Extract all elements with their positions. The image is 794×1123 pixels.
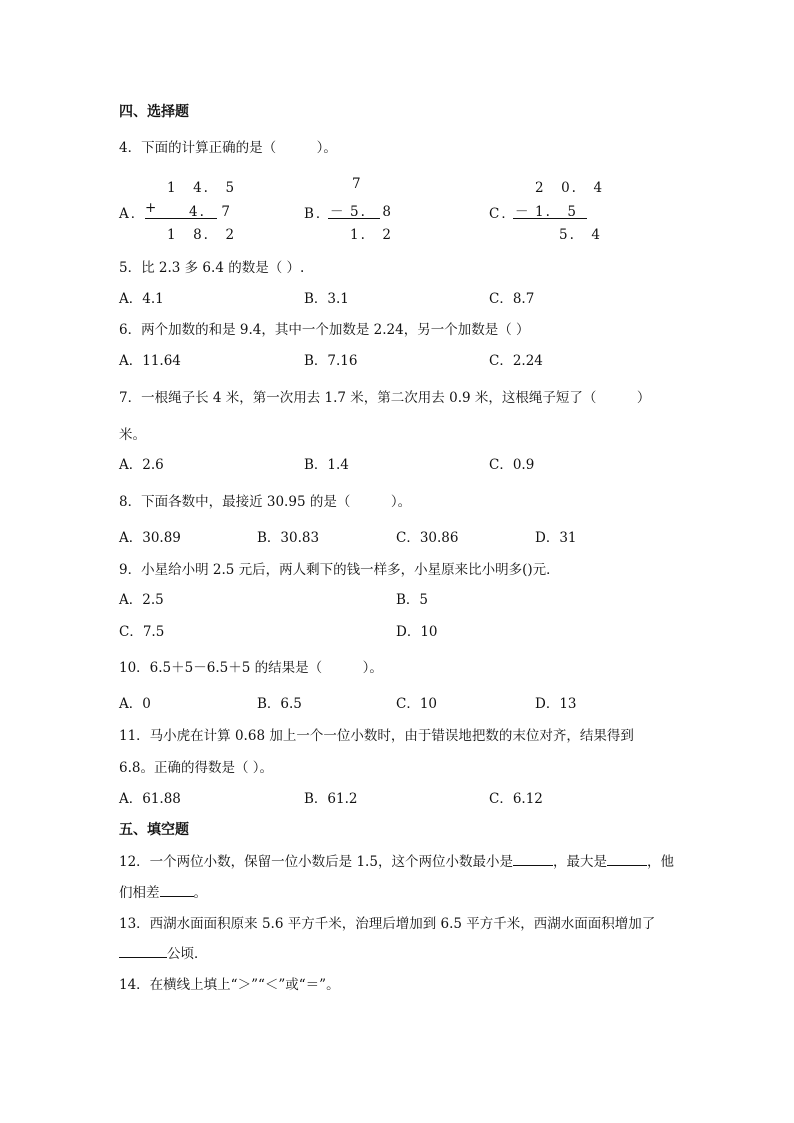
- q8-option-b[interactable]: B．30.83: [257, 530, 320, 546]
- option-label: A．: [119, 206, 147, 222]
- option-label: B．: [304, 206, 332, 222]
- q10-option-c[interactable]: C．10: [396, 696, 438, 712]
- sum-rule: [145, 218, 217, 219]
- q4-option-c: [489, 176, 605, 246]
- question-9-stem: 9．小星给小明 2.5 元后，两人剩下的钱一样多，小星原来比小明多()元．: [119, 562, 560, 578]
- question-7-stem: 7．一根绳子长 4 米，第一次用去 1.7 米，第二次用去 0.9 米，这根绳子短了（ ）: [119, 390, 651, 406]
- option-label: C．: [489, 206, 517, 222]
- operator-minus: －: [330, 204, 346, 220]
- question-5-stem: 5．比 2.3 多 6.4 的数是（ ）.: [119, 260, 305, 276]
- result: 1 8. 2: [167, 227, 237, 243]
- q7-option-c[interactable]: C．0.9: [489, 457, 535, 473]
- difference-rule: [513, 218, 587, 219]
- q8-option-d[interactable]: D．31: [535, 530, 577, 546]
- q12-text-1: 12．一个两位小数，保留一位小数后是 1.5，这个两位小数最小是: [119, 854, 513, 870]
- operand-second: 4. 7: [189, 204, 232, 220]
- q10-option-b[interactable]: B．6.5: [257, 696, 302, 712]
- operand-top: 7: [352, 176, 363, 192]
- question-13-stem: 13．西湖水面面积原来 5.6 平方千米，治理后增加到 6.5 平方千米，西湖水面面积增加了: [119, 916, 656, 932]
- q8-option-c[interactable]: C．30.86: [396, 530, 459, 546]
- q9-option-b[interactable]: B．5: [396, 592, 429, 608]
- q8-option-a[interactable]: A．30.89: [119, 530, 181, 546]
- q9-option-a[interactable]: A．2.5: [119, 592, 164, 608]
- operator-minus: －: [515, 204, 531, 220]
- q5-option-c[interactable]: C．8.7: [489, 291, 535, 307]
- question-11-stem: 11．马小虎在计算 0.68 加上一个一位小数时，由于错误地把数的末位对齐，结果得到: [119, 728, 634, 744]
- q12-text-5: 。: [193, 885, 207, 901]
- question-14-stem: 14．在横线上填上“＞”“＜”或“＝”。: [119, 977, 340, 993]
- operand-second: 1. 5: [535, 204, 578, 220]
- question-11-stem-cont: 6.8。正确的得数是（ ）。: [119, 760, 274, 776]
- question-4-stem: 4．下面的计算正确的是（ ）。: [119, 140, 337, 156]
- q10-option-a[interactable]: A．0: [119, 696, 151, 712]
- q7-option-b[interactable]: B．1.4: [304, 457, 349, 473]
- q4-option-b: [304, 176, 404, 246]
- q10-option-d[interactable]: D．13: [535, 696, 577, 712]
- result: 1. 2: [350, 227, 393, 243]
- question-12-line-2: [119, 884, 207, 902]
- question-13-line-2: [119, 945, 208, 963]
- q13-blank[interactable]: [119, 945, 167, 958]
- q12-blank-min[interactable]: [513, 853, 553, 866]
- q13-unit: 公顷．: [167, 946, 208, 962]
- operand-top: 1 4. 5: [167, 180, 237, 196]
- question-12-line-1: [119, 853, 674, 871]
- q11-option-a[interactable]: A．61.88: [119, 791, 181, 807]
- question-8-stem: 8．下面各数中，最接近 30.95 的是（ ）。: [119, 494, 412, 510]
- question-10-stem: 10．6.5＋5－6.5＋5 的结果是（ ）。: [119, 660, 383, 676]
- operand-second: 5. 8: [350, 204, 393, 220]
- q5-option-a[interactable]: A．4.1: [119, 291, 164, 307]
- q12-text-4: 们相差: [119, 885, 160, 901]
- q11-option-c[interactable]: C．6.12: [489, 791, 543, 807]
- question-6-stem: 6．两个加数的和是 9.4，其中一个加数是 2.24，另一个加数是（ ）: [119, 322, 530, 338]
- q6-option-a[interactable]: A．11.64: [119, 353, 181, 369]
- q12-text-2: ，最大是: [552, 854, 607, 870]
- q12-blank-max[interactable]: [607, 853, 647, 866]
- q9-option-d[interactable]: D．10: [396, 624, 438, 640]
- section-heading-choice: 四、选择题: [119, 104, 189, 120]
- section-heading-fill: 五、填空题: [119, 822, 189, 838]
- q11-option-b[interactable]: B．61.2: [304, 791, 358, 807]
- operand-top: 2 0. 4: [535, 180, 605, 196]
- question-7-stem-cont: 米。: [119, 427, 146, 443]
- q9-option-c[interactable]: C．7.5: [119, 624, 165, 640]
- q5-option-b[interactable]: B．3.1: [304, 291, 349, 307]
- q12-text-3: ，他: [646, 854, 674, 870]
- q6-option-c[interactable]: C．2.24: [489, 353, 543, 369]
- q12-blank-diff[interactable]: [160, 884, 194, 897]
- q6-option-b[interactable]: B．7.16: [304, 353, 358, 369]
- difference-rule: [328, 218, 380, 219]
- result: 5. 4: [559, 227, 602, 243]
- operator-plus: +: [145, 200, 159, 216]
- q4-option-a: [119, 176, 237, 246]
- q7-option-a[interactable]: A．2.6: [119, 457, 164, 473]
